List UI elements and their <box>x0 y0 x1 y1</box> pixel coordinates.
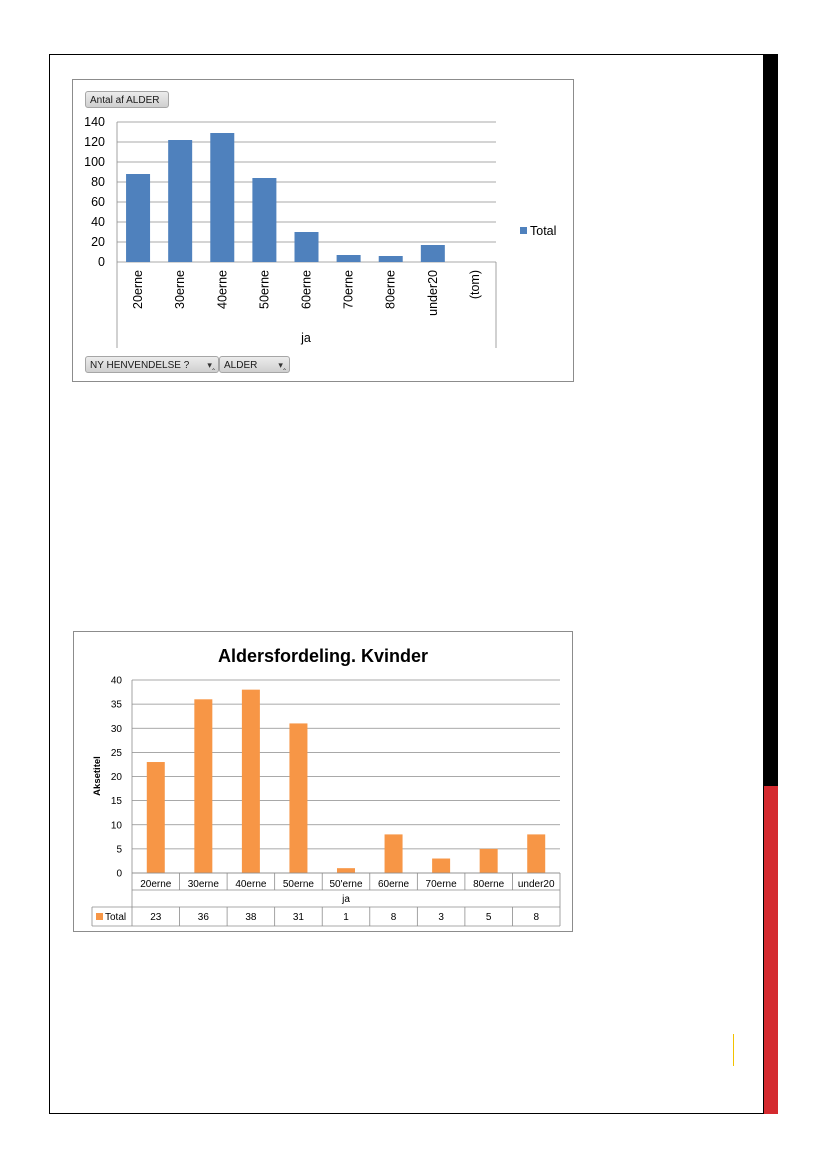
row-field-button-henvendelse[interactable] <box>85 356 219 373</box>
x-tick-label: under20 <box>517 879 555 890</box>
y-tick-label: 20 <box>91 235 105 249</box>
y-tick-label: 15 <box>110 796 122 808</box>
bar <box>147 762 165 873</box>
bar <box>432 859 450 873</box>
value-field-label: Antal af ALDER <box>90 95 160 106</box>
x-tick-label: 50'erne <box>329 879 363 890</box>
pivot-chart-alder[interactable] <box>72 79 574 382</box>
x-tick-label: 70erne <box>341 270 356 309</box>
x-tick-label: 80erne <box>383 270 398 309</box>
bar <box>480 849 498 873</box>
filter-dropdown-icon[interactable]: ▾‸ <box>278 360 286 370</box>
bar <box>337 868 355 873</box>
data-table-value: 38 <box>245 912 257 923</box>
filter-dropdown-icon[interactable]: ▾‸ <box>207 360 215 370</box>
bar <box>337 255 361 262</box>
legend-key-swatch <box>96 913 103 920</box>
bar <box>289 723 307 873</box>
side-bar-black <box>764 54 778 786</box>
chart-title: Aldersfordeling. Kvinder <box>217 646 429 666</box>
x-tick-label: (tom) <box>467 270 482 300</box>
x-tick-label: 50erne <box>257 270 272 309</box>
x-tick-label: 80erne <box>473 879 505 890</box>
bar <box>295 232 319 262</box>
bar <box>126 174 150 262</box>
data-table-value: 36 <box>197 912 209 923</box>
x-tick-label: 20erne <box>140 879 172 890</box>
x-tick-label: under20 <box>425 270 440 316</box>
legend-key-label: Total <box>105 912 127 923</box>
legend-swatch <box>520 227 527 234</box>
data-table-value: 1 <box>343 912 349 923</box>
bar <box>527 834 545 873</box>
legend-label: Total <box>530 224 557 238</box>
x-tick-label: 60erne <box>299 270 314 309</box>
bar <box>210 133 234 262</box>
bar <box>379 256 403 262</box>
row-field-label-henvendelse: NY HENVENDELSE ? <box>90 360 190 371</box>
bar <box>242 690 260 873</box>
x-tick-label: 50erne <box>282 879 315 890</box>
data-table-value: 8 <box>390 912 397 923</box>
bar <box>421 245 445 262</box>
y-tick-label: 100 <box>84 155 105 169</box>
y-tick-label: 80 <box>91 175 105 189</box>
chart1-plot <box>73 80 573 381</box>
side-bar-red <box>764 786 778 1114</box>
x-tick-label: 20erne <box>131 270 146 309</box>
bar <box>252 178 276 262</box>
x-tick-label: 40erne <box>235 879 267 890</box>
y-tick-label: 5 <box>116 844 122 856</box>
y-tick-label: 35 <box>110 699 122 711</box>
y-tick-label: 60 <box>91 195 105 209</box>
data-table-value: 5 <box>485 912 492 923</box>
x-tick-label: 70erne <box>425 879 457 890</box>
data-table-value: 31 <box>292 912 305 923</box>
chart2-plot <box>74 632 572 931</box>
x-group-label: ja <box>342 894 350 905</box>
y-tick-label: 0 <box>116 868 122 880</box>
x-group-label: ja <box>301 331 311 345</box>
row-field-button-alder[interactable] <box>219 356 290 373</box>
bar <box>194 699 212 873</box>
chart-aldersfordeling-kvinder[interactable] <box>73 631 573 932</box>
y-tick-label: 10 <box>110 820 122 832</box>
bar <box>385 834 403 873</box>
data-table-value: 8 <box>533 912 540 923</box>
y-tick-label: 20 <box>110 772 122 783</box>
x-tick-label: 40erne <box>215 270 230 309</box>
data-table-value: 3 <box>438 912 444 923</box>
y-tick-label: 40 <box>110 675 122 687</box>
row-field-label-alder: ALDER <box>224 360 258 371</box>
x-tick-label: 30erne <box>187 879 219 890</box>
data-table-value: 23 <box>150 912 162 923</box>
y-tick-label: 40 <box>91 215 105 229</box>
y-tick-label: 120 <box>84 135 105 149</box>
x-tick-label: 60erne <box>377 879 410 890</box>
y-tick-label: 0 <box>98 255 105 269</box>
y-tick-label: 30 <box>110 723 122 735</box>
yellow-marker <box>733 1034 734 1066</box>
y-tick-label: 25 <box>110 747 122 759</box>
bar <box>168 140 192 262</box>
x-tick-label: 30erne <box>173 270 188 309</box>
y-axis-title: Aksetitel <box>92 756 103 796</box>
y-tick-label: 140 <box>84 115 105 129</box>
